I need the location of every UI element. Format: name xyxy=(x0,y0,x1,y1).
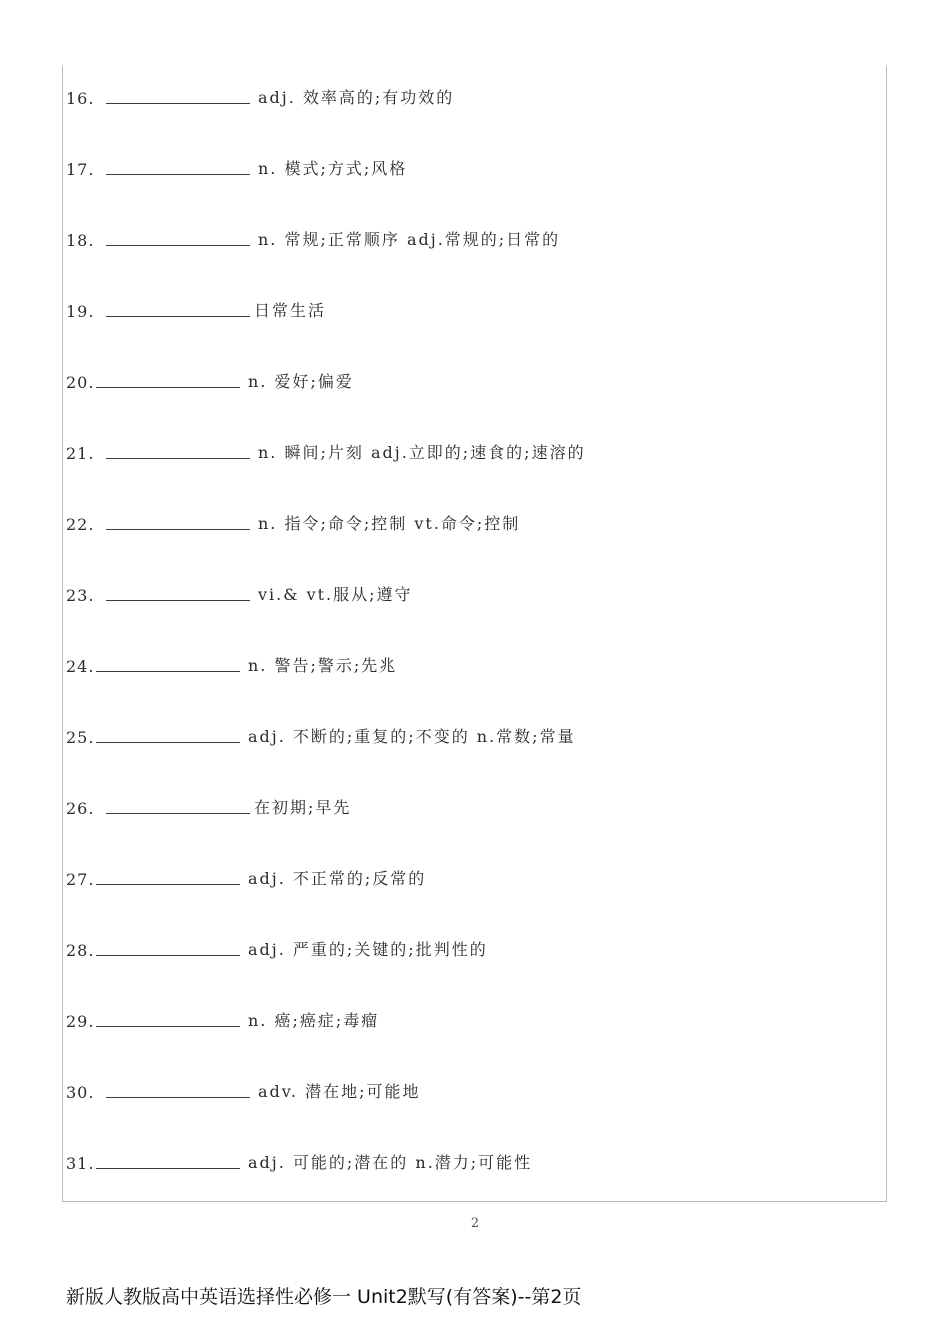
entry-definition: 在初期;早先 xyxy=(254,798,352,817)
entry-definition: adj. 不正常的;反常的 xyxy=(248,869,427,888)
vocab-entry-16 xyxy=(66,84,454,108)
vocab-entry-25 xyxy=(66,723,576,747)
entry-definition: adv. 潜在地;可能地 xyxy=(258,1082,421,1101)
answer-blank[interactable] xyxy=(96,386,240,388)
answer-blank[interactable] xyxy=(96,1025,240,1027)
vocab-entry-20 xyxy=(66,368,354,392)
vocab-entry-28 xyxy=(66,936,488,960)
answer-blank[interactable] xyxy=(106,457,250,459)
entry-number: 22. xyxy=(66,515,95,534)
answer-blank[interactable] xyxy=(96,670,240,672)
entry-definition: adj. 效率高的;有功效的 xyxy=(258,88,455,107)
vocab-entry-27 xyxy=(66,865,426,889)
entry-definition: adj. 不断的;重复的;不变的 n.常数;常量 xyxy=(248,727,576,746)
vocab-entry-19 xyxy=(66,297,326,321)
entry-definition: n. 癌;癌症;毒瘤 xyxy=(248,1011,380,1030)
answer-blank[interactable] xyxy=(96,883,240,885)
vocab-entry-30 xyxy=(66,1078,421,1102)
answer-blank[interactable] xyxy=(96,954,240,956)
entry-definition: adj. 严重的;关键的;批判性的 xyxy=(248,940,488,959)
answer-blank[interactable] xyxy=(106,315,250,317)
entry-number: 20. xyxy=(66,373,95,392)
entry-number: 24. xyxy=(66,657,95,676)
entry-number: 21. xyxy=(66,444,95,463)
entry-definition: vi.& vt.服从;遵守 xyxy=(258,585,413,604)
entry-number: 18. xyxy=(66,231,95,250)
vocab-entry-29 xyxy=(66,1007,379,1031)
entry-number: 29. xyxy=(66,1012,95,1031)
vocab-entry-23 xyxy=(66,581,413,605)
entry-definition: n. 警告;警示;先兆 xyxy=(248,656,398,675)
entry-definition: n. 模式;方式;风格 xyxy=(258,159,408,178)
answer-blank[interactable] xyxy=(106,1096,250,1098)
entry-definition: n. 常规;正常顺序 adj.常规的;日常的 xyxy=(258,230,561,249)
vocab-entry-31 xyxy=(66,1149,532,1173)
entry-number: 31. xyxy=(66,1154,95,1173)
answer-blank[interactable] xyxy=(106,102,250,104)
vocab-entry-21 xyxy=(66,439,586,463)
entry-number: 30. xyxy=(66,1083,95,1102)
answer-blank[interactable] xyxy=(96,1167,240,1169)
entry-number: 25. xyxy=(66,728,95,747)
vocab-entry-22 xyxy=(66,510,520,534)
answer-blank[interactable] xyxy=(106,599,250,601)
page-number: 2 xyxy=(470,1216,480,1231)
entry-number: 23. xyxy=(66,586,95,605)
entry-number: 19. xyxy=(66,302,95,321)
answer-blank[interactable] xyxy=(106,528,250,530)
answer-blank[interactable] xyxy=(106,244,250,246)
vocab-entry-17 xyxy=(66,155,407,179)
footer-title: 新版人教版高中英语选择性必修一 Unit2默写(有答案)--第2页 xyxy=(66,1286,582,1308)
entry-number: 17. xyxy=(66,160,95,179)
entry-number: 16. xyxy=(66,89,95,108)
entry-definition: n. 指令;命令;控制 vt.命令;控制 xyxy=(258,514,521,533)
entry-definition: adj. 可能的;潜在的 n.潜力;可能性 xyxy=(248,1153,533,1172)
entry-number: 26. xyxy=(66,799,95,818)
entry-number: 27. xyxy=(66,870,95,889)
vocab-entry-18 xyxy=(66,226,560,250)
vocab-entry-26 xyxy=(66,794,351,818)
entry-definition: n. 爱好;偏爱 xyxy=(248,372,354,391)
answer-blank[interactable] xyxy=(106,173,250,175)
vocab-entry-24 xyxy=(66,652,397,676)
entry-definition: 日常生活 xyxy=(254,301,327,320)
entry-definition: n. 瞬间;片刻 adj.立即的;速食的;速溶的 xyxy=(258,443,586,462)
answer-blank[interactable] xyxy=(106,812,250,814)
entry-number: 28. xyxy=(66,941,95,960)
answer-blank[interactable] xyxy=(96,741,240,743)
